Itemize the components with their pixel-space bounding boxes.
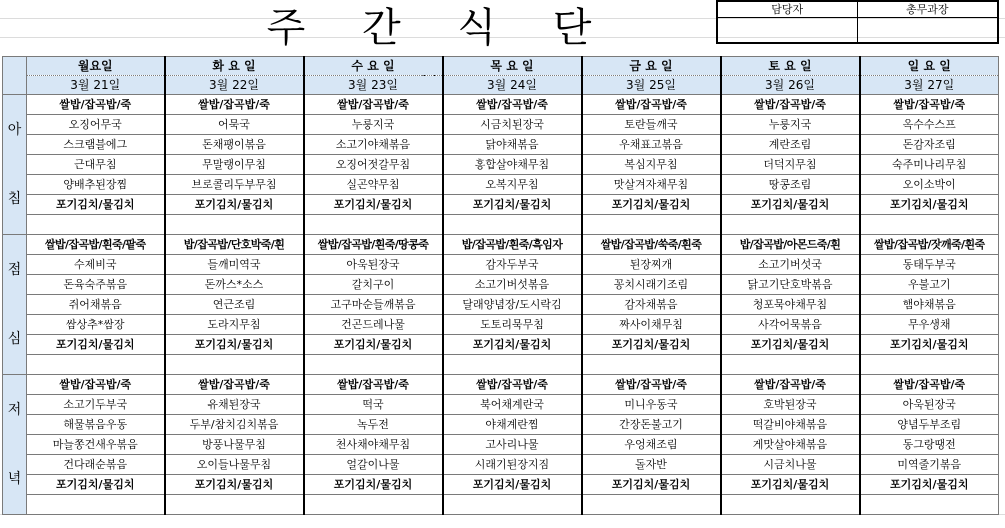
- menu-cell: 오징어무국: [27, 115, 165, 135]
- menu-cell: 닭고기단호박볶음: [721, 275, 860, 295]
- menu-cell: 청포묵야채무침: [721, 295, 860, 315]
- menu-cell: 무말랭이무침: [165, 155, 304, 175]
- menu-cell: 갈치구이: [304, 275, 443, 295]
- menu-cell: 쌀밥/잡곡밥/잣깨죽/흰죽: [860, 235, 999, 255]
- menu-cell: 쌀밥/잡곡밥/죽: [443, 375, 582, 395]
- menu-cell: 북어채계란국: [443, 395, 582, 415]
- menu-cell: 포기김치/물김치: [582, 475, 721, 495]
- menu-cell: 포기김치/물김치: [721, 335, 860, 355]
- meal-label-char: 심: [7, 331, 22, 347]
- menu-cell: 짜사이채무침: [582, 315, 721, 335]
- menu-cell: 토란들깨국: [582, 115, 721, 135]
- menu-cell: 시금치나물: [721, 455, 860, 475]
- menu-cell-empty: [582, 495, 721, 515]
- menu-cell: 밥/잡곡밥/흰죽/흑임자: [443, 235, 582, 255]
- approval-sign-chief[interactable]: [858, 18, 998, 42]
- meal-label: [3, 95, 27, 235]
- day-header: 일 요 일: [860, 57, 999, 76]
- menu-cell: 건곤드레나물: [304, 315, 443, 335]
- menu-cell: 옥수수스프: [860, 115, 999, 135]
- menu-cell: 땅콩조림: [721, 175, 860, 195]
- menu-cell: 포기김치/물김치: [165, 195, 304, 215]
- menu-cell-empty: [165, 495, 304, 515]
- menu-cell-empty: [721, 355, 860, 375]
- meal-label-char: 녁: [7, 471, 22, 487]
- menu-cell: 방풍나물무침: [165, 435, 304, 455]
- menu-cell: 양배추된장찜: [27, 175, 165, 195]
- menu-cell: 아욱된장국: [304, 255, 443, 275]
- approval-sign-manager[interactable]: [718, 18, 858, 42]
- menu-cell: 꽁치시래기조림: [582, 275, 721, 295]
- meal-label-char: 점: [7, 262, 22, 278]
- menu-cell-empty: [443, 215, 582, 235]
- menu-cell: 간장돈불고기: [582, 415, 721, 435]
- menu-cell-empty: [860, 495, 999, 515]
- menu-cell: 사각어묵볶음: [721, 315, 860, 335]
- menu-cell: 실곤약무침: [304, 175, 443, 195]
- menu-cell: 천사채야채무침: [304, 435, 443, 455]
- day-header: 목 요 일: [443, 57, 582, 76]
- menu-cell-empty: [582, 215, 721, 235]
- meal-label-char: 저: [7, 402, 22, 418]
- menu-cell-empty: [721, 495, 860, 515]
- menu-cell: 소고기두부국: [27, 395, 165, 415]
- menu-cell: 해물볶음우동: [27, 415, 165, 435]
- menu-cell: 쌀밥/잡곡밥/죽: [27, 375, 165, 395]
- menu-cell: 시래기된장지짐: [443, 455, 582, 475]
- day-date: 3월 26일: [721, 76, 860, 95]
- menu-cell: 포기김치/물김치: [860, 475, 999, 495]
- menu-cell: 스크램블에그: [27, 135, 165, 155]
- menu-cell: 우엉채조림: [582, 435, 721, 455]
- menu-cell: 햄야채볶음: [860, 295, 999, 315]
- menu-cell: 쌀밥/잡곡밥/죽: [443, 95, 582, 115]
- day-date: 3월 24일: [443, 76, 582, 95]
- menu-cell: 포기김치/물김치: [860, 335, 999, 355]
- menu-cell: 쥐어채볶음: [27, 295, 165, 315]
- meal-label-char: 침: [7, 191, 22, 207]
- menu-cell: 달래양념장/도시락김: [443, 295, 582, 315]
- day-date: 3월 23일: [304, 76, 443, 95]
- menu-cell: 우불고기: [860, 275, 999, 295]
- page-title: 주 간 식 단: [266, 5, 614, 51]
- menu-cell: 누룽지국: [304, 115, 443, 135]
- menu-cell: 돈감자조림: [860, 135, 999, 155]
- menu-cell: 고구마순들깨볶음: [304, 295, 443, 315]
- menu-cell: 복심지무침: [582, 155, 721, 175]
- meal-label: [3, 235, 27, 375]
- meal-label: [3, 375, 27, 515]
- menu-cell: 오이들나물무침: [165, 455, 304, 475]
- menu-cell: 포기김치/물김치: [304, 475, 443, 495]
- approval-box: [716, 0, 999, 44]
- menu-cell: 도라지무침: [165, 315, 304, 335]
- meal-label-char: 아: [7, 122, 22, 138]
- menu-cell: 계란조림: [721, 135, 860, 155]
- menu-cell: 우채표고볶음: [582, 135, 721, 155]
- menu-cell: 쌀밥/잡곡밥/쑥죽/흰죽: [582, 235, 721, 255]
- menu-cell: 쌀밥/잡곡밥/죽: [582, 95, 721, 115]
- approval-header-chief: 총무과장: [858, 2, 998, 18]
- menu-cell: 된장찌개: [582, 255, 721, 275]
- menu-cell: 무우생채: [860, 315, 999, 335]
- menu-cell: 밥/잡곡밥/단호박죽/흰: [165, 235, 304, 255]
- menu-cell: 수제비국: [27, 255, 165, 275]
- menu-cell: 미니우동국: [582, 395, 721, 415]
- menu-cell: 쌀밥/잡곡밥/죽: [27, 95, 165, 115]
- menu-cell: 어묵국: [165, 115, 304, 135]
- menu-cell: 오징어젓갈무침: [304, 155, 443, 175]
- menu-cell: 소고기버섯국: [721, 255, 860, 275]
- menu-cell: 누룽지국: [721, 115, 860, 135]
- menu-cell: 포기김치/물김치: [721, 195, 860, 215]
- menu-cell: 시금치된장국: [443, 115, 582, 135]
- menu-cell: 포기김치/물김치: [27, 335, 165, 355]
- menu-cell-empty: [304, 495, 443, 515]
- menu-cell: 얼갈이나물: [304, 455, 443, 475]
- menu-cell-empty: [443, 355, 582, 375]
- menu-cell: 쌀밥/잡곡밥/죽: [721, 375, 860, 395]
- menu-cell: 양념두부조림: [860, 415, 999, 435]
- menu-cell: 동그랑땡전: [860, 435, 999, 455]
- day-header: 화 요 일: [165, 57, 304, 76]
- menu-cell-empty: [721, 215, 860, 235]
- menu-cell: 맛살겨자채무침: [582, 175, 721, 195]
- day-header: 수 요 일: [304, 57, 443, 76]
- menu-cell-empty: [443, 495, 582, 515]
- menu-cell: 아욱된장국: [860, 395, 999, 415]
- menu-cell-empty: [27, 355, 165, 375]
- menu-cell: 감자채볶음: [582, 295, 721, 315]
- menu-cell: 포기김치/물김치: [304, 195, 443, 215]
- menu-cell: 쌈상추*쌈장: [27, 315, 165, 335]
- menu-cell: 포기김치/물김치: [443, 475, 582, 495]
- menu-cell: 쌀밥/잡곡밥/죽: [165, 95, 304, 115]
- header-corner: [3, 57, 27, 95]
- menu-cell: 닭야채볶음: [443, 135, 582, 155]
- menu-cell: 돌자반: [582, 455, 721, 475]
- day-header: 월요일: [27, 57, 165, 76]
- menu-cell: 녹두전: [304, 415, 443, 435]
- menu-cell: 연근조림: [165, 295, 304, 315]
- menu-cell: 쌀밥/잡곡밥/죽: [165, 375, 304, 395]
- menu-cell: 쌀밥/잡곡밥/죽: [304, 375, 443, 395]
- menu-cell: 쌀밥/잡곡밥/죽: [860, 95, 999, 115]
- day-header: 토 요 일: [721, 57, 860, 76]
- menu-cell-empty: [165, 355, 304, 375]
- menu-cell: 포기김치/물김치: [165, 335, 304, 355]
- menu-cell-empty: [582, 355, 721, 375]
- menu-cell: 도토리묵무침: [443, 315, 582, 335]
- menu-cell: 포기김치/물김치: [582, 335, 721, 355]
- menu-cell: 야채계란찜: [443, 415, 582, 435]
- menu-cell-empty: [304, 215, 443, 235]
- menu-cell-empty: [860, 215, 999, 235]
- menu-cell-empty: [27, 215, 165, 235]
- menu-cell-empty: [304, 355, 443, 375]
- day-date: 3월 25일: [582, 76, 721, 95]
- menu-cell: 동태두부국: [860, 255, 999, 275]
- menu-cell: 미역줄기볶음: [860, 455, 999, 475]
- menu-cell: 쌀밥/잡곡밥/죽: [860, 375, 999, 395]
- menu-cell: 유채된장국: [165, 395, 304, 415]
- menu-cell: 오복지무침: [443, 175, 582, 195]
- menu-cell: 마늘쫑건새우볶음: [27, 435, 165, 455]
- menu-cell: 떡국: [304, 395, 443, 415]
- menu-cell: 포기김치/물김치: [304, 335, 443, 355]
- day-header: 금 요 일: [582, 57, 721, 76]
- menu-cell: 소고기버섯볶음: [443, 275, 582, 295]
- day-date: 3월 27일: [860, 76, 999, 95]
- menu-cell: 돈육숙주볶음: [27, 275, 165, 295]
- day-date: 3월 21일: [27, 76, 165, 95]
- menu-cell: 포기김치/물김치: [721, 475, 860, 495]
- menu-cell: 쌀밥/잡곡밥/흰죽/땅콩죽: [304, 235, 443, 255]
- menu-table: [2, 56, 999, 515]
- menu-cell-empty: [27, 495, 165, 515]
- menu-cell: 오이소박이: [860, 175, 999, 195]
- menu-cell: 포기김치/물김치: [582, 195, 721, 215]
- menu-cell: 포기김치/물김치: [443, 335, 582, 355]
- menu-cell: 호박된장국: [721, 395, 860, 415]
- approval-header-manager: 담당자: [718, 2, 858, 18]
- menu-cell: 떡갈비야채볶음: [721, 415, 860, 435]
- menu-cell: 들깨미역국: [165, 255, 304, 275]
- menu-cell: 소고기야채볶음: [304, 135, 443, 155]
- day-date: 3월 22일: [165, 76, 304, 95]
- menu-cell: 게맛살야채볶음: [721, 435, 860, 455]
- menu-cell: 감자두부국: [443, 255, 582, 275]
- menu-cell: 쌀밥/잡곡밥/흰죽/팥죽: [27, 235, 165, 255]
- menu-cell: 돈채팽이볶음: [165, 135, 304, 155]
- menu-cell: 쌀밥/잡곡밥/죽: [304, 95, 443, 115]
- menu-cell: 브로콜리두부무침: [165, 175, 304, 195]
- menu-cell: 더덕지무침: [721, 155, 860, 175]
- menu-cell: 밥/잡곡밥/아몬드죽/흰: [721, 235, 860, 255]
- menu-cell-empty: [860, 355, 999, 375]
- menu-cell: 숙주미나리무침: [860, 155, 999, 175]
- menu-cell: 건다래순볶음: [27, 455, 165, 475]
- menu-cell: 쌀밥/잡곡밥/죽: [582, 375, 721, 395]
- menu-cell: 근대무침: [27, 155, 165, 175]
- menu-cell: 두부/참치김치볶음: [165, 415, 304, 435]
- menu-cell: 포기김치/물김치: [443, 195, 582, 215]
- menu-cell: 홍합살야채무침: [443, 155, 582, 175]
- menu-cell: 돈까스*소스: [165, 275, 304, 295]
- menu-cell: 포기김치/물김치: [27, 475, 165, 495]
- menu-cell: 고사리나물: [443, 435, 582, 455]
- menu-cell: 쌀밥/잡곡밥/죽: [721, 95, 860, 115]
- menu-cell: 포기김치/물김치: [27, 195, 165, 215]
- menu-cell: 포기김치/물김치: [165, 475, 304, 495]
- menu-cell: 포기김치/물김치: [860, 195, 999, 215]
- menu-cell-empty: [165, 215, 304, 235]
